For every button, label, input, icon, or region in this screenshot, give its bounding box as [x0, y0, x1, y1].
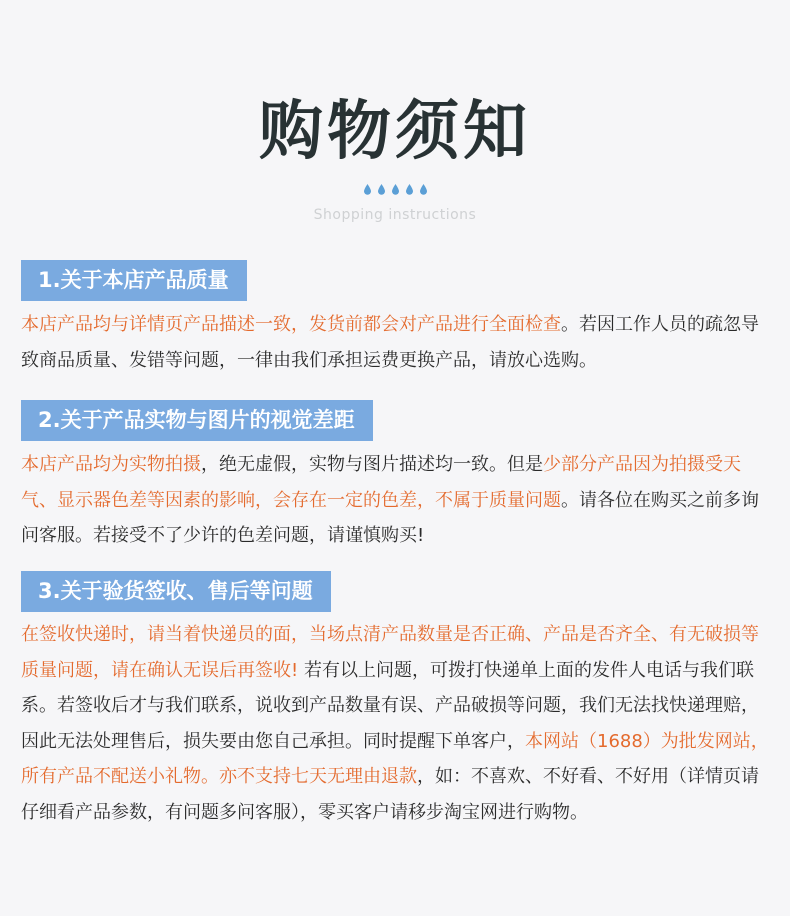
section-text-after-sales — [21, 617, 771, 830]
highlight-text: 本网站（1688）为批发网站，所有产品不配送小礼物。亦不支持七天无理由退款 — [21, 730, 769, 787]
water-drop-icon — [378, 184, 385, 195]
water-drop-icon — [406, 184, 413, 195]
body-text: ，如：不喜欢、不好看、不好用（详情页请仔细看产品参数，有问题多问客服），零买客户请移步淘宝网进行购物。 — [21, 766, 759, 823]
section-text-quality — [21, 307, 771, 378]
highlight-text: 在签收快递时，请当着快递员的面，当场点清产品数量是否正确、产品是否齐全、有无破损等质量问题，请在确认无误后再签收! — [21, 624, 759, 681]
water-drop-icon — [364, 184, 371, 195]
body-text: ，绝无虚假，实物与图片描述均一致。但是 — [201, 454, 543, 475]
highlight-text: 本店产品均为实物拍摄 — [21, 454, 201, 475]
section-heading-after-sales: 3.关于验货签收、售后等问题 — [21, 571, 331, 612]
section-text-visual-difference — [21, 447, 771, 554]
body-text: 若有以上问题，可拨打快递单上面的发件人电话与我们联系。若签收后才与我们联系，说收到产品数量有误、产品破损等问题，我们无法找快递理赔，因此无法处理售后，损失要由您自己承担。同时提醒下单客户， — [21, 659, 759, 752]
body-text: 。请各位在购买之前多询问客服。若接受不了少许的色差问题，请谨慎购买! — [21, 489, 759, 546]
page-title: 购物须知 — [259, 95, 531, 169]
highlight-text: 少部分产品因为拍摄受天气、显示器色差等因素的影响，会存在一定的色差，不属于质量问题 — [21, 454, 741, 511]
water-drop-icon — [420, 184, 427, 195]
water-drop-icon — [392, 184, 399, 195]
drop-decoration — [0, 184, 790, 195]
highlight-text: 本店产品均与详情页产品描述一致，发货前都会对产品进行全面检查 — [21, 314, 561, 335]
page-subtitle: Shopping instructions — [313, 207, 477, 223]
section-heading-visual-difference: 2.关于产品实物与图片的视觉差距 — [21, 400, 373, 441]
section-heading-quality: 1.关于本店产品质量 — [21, 260, 247, 301]
body-text: 。若因工作人员的疏忽导致商品质量、发错等问题，一律由我们承担运费更换产品，请放心选购。 — [21, 314, 759, 371]
